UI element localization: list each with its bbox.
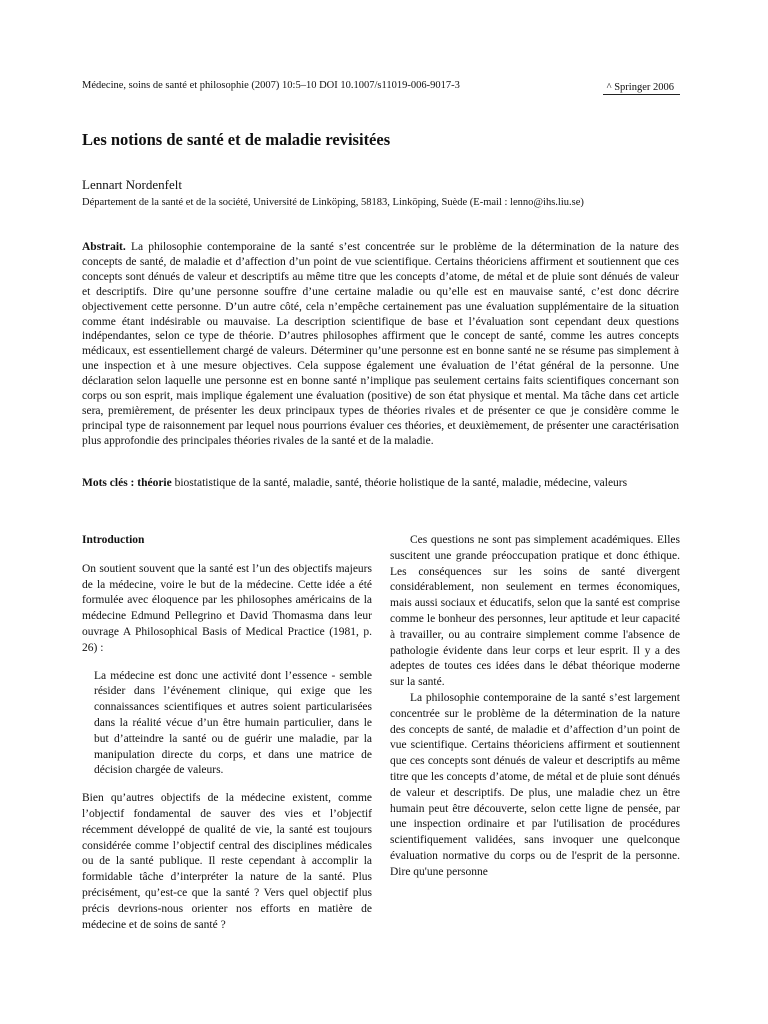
article-title: Les notions de santé et de maladie revisitées — [82, 130, 391, 149]
abstract-text: La philosophie contemporaine de la santé s’est concentrée sur le problème de la détermination de la nature des concepts de santé, de maladie et d’affection d’un point de vue scientifique. Certains théoriciens affirment et soutiennent que ces concepts sont dénués de valeur et descriptifs au même titre que les concepts d’atome, de métal et de pluie sont dénués de valeur et descriptifs. Dire qu’une personne souffre d’une certaine maladie ou qu’elle est en mauvaise santé, c’est donc décrire objectivement cette personne. D’un autre côté, cela n’empêche certainement pas une évaluation supplémentaire de la situation comme étant indésirable ou mauvaise. La description scientifique de base et l’évaluation sont cependant deux questions indépendantes, selon ce type de théorie. D’autres philosophes affirment que le concept de santé, comme les autres concepts médicaux, est essentiellement chargé de valeurs. Déterminer qu’une personne est en bonne santé ne se résume pas simplement à une inspection et à une mesure objectives. Cela suppose également une évaluation de l’état général de la personne. Une déclaration selon laquelle une personne est en bonne santé n’implique pas seulement certains faits scientifiques concernant son corps ou son esprit, mais implique également une évaluation (positive) de son état physique et mental. Ma tâche dans cet article sera, premièrement, de présenter les deux principaux types de théories rivales et de présenter ce que je considère comme le principal type de raisonnement par lequel nous pourrions évaluer ces théories, et deuxièmement, de présenter une caractérisation plus approfondie des principales théories rivales de la santé et de la maladie. — [82, 241, 680, 447]
abstract-label: Abstrait. — [82, 241, 126, 253]
keywords — [82, 476, 682, 491]
right-column — [390, 533, 680, 881]
section-heading-introduction: Introduction — [82, 534, 145, 546]
intro-paragraph-1: On soutient souvent que la santé est l’un des objectifs majeurs de la médecine, voire le but de la médecine. Cette idée a été formulée avec éloquence par les philosophes américains de la médecine Edmund Pellegrino et David Thomasma dans leur ouvrage A Philosophical Basis of Medical Practice (1981, p. 26) : — [82, 562, 372, 654]
block-quote: La médecine est donc une activité dont l’essence - semble résider dans l’événement clinique, qui exige que les connaissances scientifiques et autres soient particularisées dans la réalité vécue d’un être humain particulier, dans le but d’atteindre la santé ou de guérir une maladie, par la manipulation directe du corps, et dans une matrice de décision chargée de valeurs. — [94, 669, 372, 777]
publisher-mark: ^ Springer 2006 — [603, 81, 680, 95]
right-paragraph-2: La philosophie contemporaine de la santé s’est largement concentrée sur le problème de la détermination de la nature des concepts de santé, de maladie et d’affection d’un point de vue scientifique. Certains théoriciens affirment et soutiennent que ces concepts sont dénués de valeur et descriptifs au même titre que les concepts d’atome, de métal et de pluie sont dénués de valeur et descriptifs. De plus, une maladie chez un être humain peut être découverte, selon cette ligne de pensée, par une inspection ordinaire et par l'utilisation de procédures scientifiquement validées, sans invoquer une quelconque évaluation normative du corps ou de l'esprit de la personne. Dire qu'une personne — [390, 691, 680, 878]
abstract — [82, 240, 679, 449]
left-column — [82, 533, 372, 933]
author-affiliation: Département de la santé et de la société, Université de Linköping, 58183, Linköping, Suède (E-mail : lenno@ihs.liu.se) — [82, 197, 584, 208]
author-name: Lennart Nordenfelt — [82, 177, 182, 192]
intro-paragraph-2: Bien qu’autres objectifs de la médecine existent, comme l’objectif fondamental de sauver des vies et l’objectif récemment développé de qualité de vie, la santé est toujours considérée comme l’objectif central des disciplines médicales ou de la santé publique. Il reste cependant à accomplir la formidable tâche d’interpréter la nature de la santé. Plus précisément, qu’est-ce que la santé ? Vers quel objectif plus précis devrions-nous orienter nos efforts en matière de médecine et de soins de santé ? — [82, 792, 372, 931]
journal-citation: Médecine, soins de santé et philosophie (2007) 10:5–10 DOI 10.1007/s11019-006-9017-3 — [82, 80, 460, 91]
keywords-label: Mots clés : théorie — [82, 477, 172, 489]
keywords-text: biostatistique de la santé, maladie, santé, théorie holistique de la santé, maladie, médecine, valeurs — [174, 477, 628, 489]
right-paragraph-1: Ces questions ne sont pas simplement académiques. Elles suscitent une grande préoccupation pratique et donc éthique. Les conséquences sur les soins de santé divergent considérablement, non seulement en termes économiques, mais aussi sociaux et éducatifs, selon que la santé est comprise comme le bonheur des personnes, leur aptitude et leur capacité à travailler, ou au contraire simplement comme l'absence de pathologie évidente dans leur corps et leur esprit. Il y a des adeptes de toutes ces idées dans le débat théorique moderne sur la santé. — [390, 534, 680, 689]
